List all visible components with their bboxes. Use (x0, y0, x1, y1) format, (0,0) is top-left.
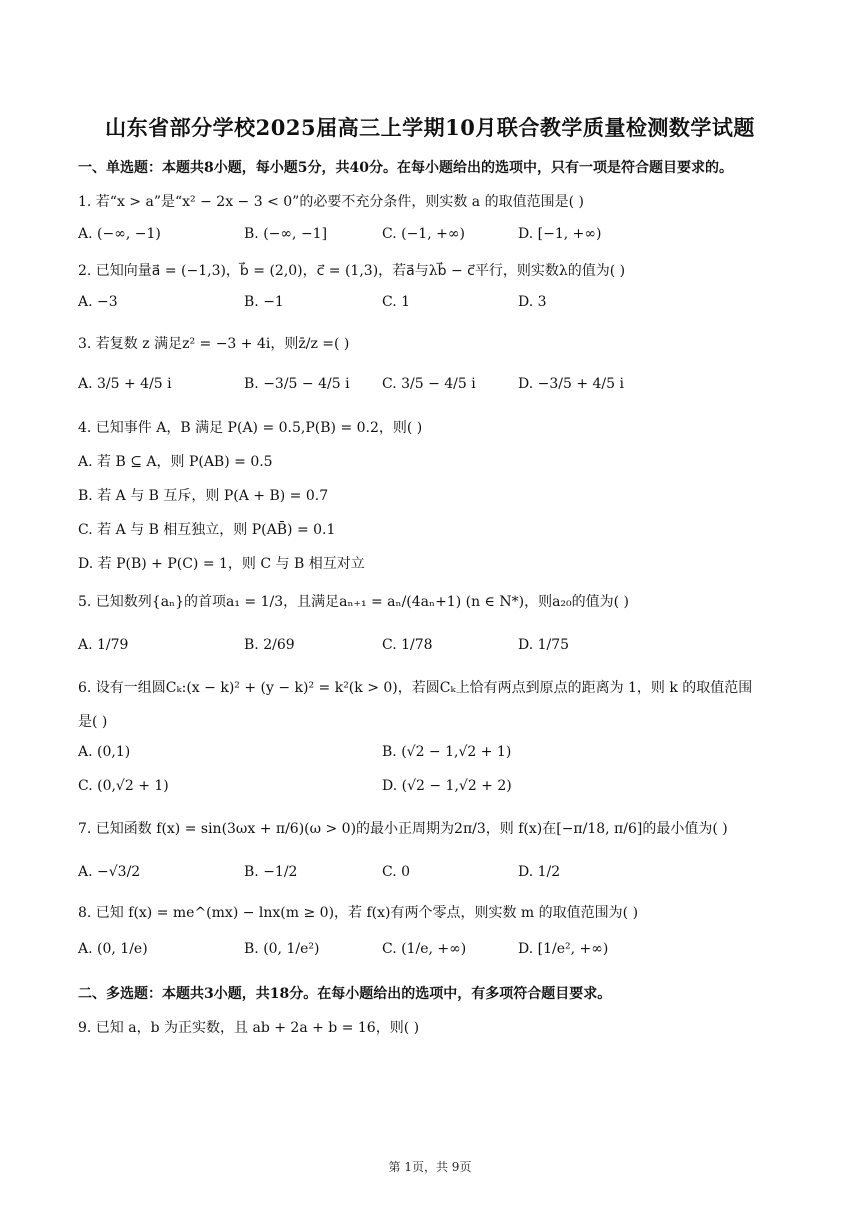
section-heading-multiple-choice: 二、多选题：本题共3小题，共18分。在每小题给出的选项中，有多项符合题目要求。 (78, 986, 612, 1002)
question-1-stem: 1. 若“x > a”是“x² − 2x − 3 < 0”的必要不充分条件，则实数 a 的取值范围是( ) (78, 194, 584, 210)
question-2-option-d[interactable]: D. 3 (518, 294, 547, 310)
question-7-stem: 7. 已知函数 f(x) = sin(3ωx + π/6)(ω > 0)的最小正周期为2π/3，则 f(x)在[−π/18, π/6]的最小值为( ) (78, 821, 728, 837)
question-8-stem: 8. 已知 f(x) = me^(mx) − lnx(m ≥ 0)，若 f(x)有两个零点，则实数 m 的取值范围为( ) (78, 905, 639, 921)
question-3-option-d[interactable]: D. −3/5 + 4/5 i (518, 376, 624, 392)
question-5-option-d[interactable]: D. 1/75 (518, 637, 570, 653)
question-6-options-row2 (78, 778, 798, 802)
question-7-option-c[interactable]: C. 0 (382, 864, 411, 880)
question-3-option-a[interactable]: A. 3/5 + 4/5 i (78, 376, 172, 392)
question-5-option-c[interactable]: C. 1/78 (382, 637, 433, 653)
question-6-option-d[interactable]: D. (√2 − 1,√2 + 2) (382, 778, 512, 794)
question-1-option-c[interactable]: C. (−1, +∞) (382, 226, 465, 242)
question-3-option-b[interactable]: B. −3/5 − 4/5 i (244, 376, 350, 392)
question-8-option-a[interactable]: A. (0, 1/e) (78, 941, 148, 957)
question-5-option-b[interactable]: B. 2/69 (244, 637, 295, 653)
page-footer: 第 1页，共 9页 (388, 1160, 472, 1174)
question-2-stem: 2. 已知向量a⃗ = (−1,3)，b⃗ = (2,0)，c⃗ = (1,3)，若a⃗与λb⃗ − c⃗平行，则实数λ的值为( ) (78, 263, 626, 279)
question-4-option-b[interactable]: B. 若 A 与 B 互斥，则 P(A + B) = 0.7 (78, 488, 329, 504)
question-2-option-b[interactable]: B. −1 (244, 294, 284, 310)
question-3-stem: 3. 若复数 z 满足z² = −3 + 4i，则z̄/z =( ) (78, 336, 350, 352)
question-2-option-a[interactable]: A. −3 (78, 294, 118, 310)
question-3-options (78, 376, 798, 400)
question-2-options (78, 294, 798, 318)
question-8-option-d[interactable]: D. [1/e², +∞) (518, 941, 609, 957)
question-8-options (78, 941, 798, 965)
question-2-option-c[interactable]: C. 1 (382, 294, 411, 310)
question-6-option-b[interactable]: B. (√2 − 1,√2 + 1) (382, 744, 512, 760)
question-4-option-a[interactable]: A. 若 B ⊆ A，则 P(AB) = 0.5 (78, 454, 273, 470)
question-1-options (78, 226, 798, 250)
question-4-option-c[interactable]: C. 若 A 与 B 相互独立，则 P(AB̄) = 0.1 (78, 522, 336, 538)
page-title: 山东省部分学校2025届高三上学期10月联合教学质量检测数学试题 (105, 115, 755, 140)
question-1-option-b[interactable]: B. (−∞, −1] (244, 226, 328, 242)
question-7-option-b[interactable]: B. −1/2 (244, 864, 298, 880)
question-1-option-a[interactable]: A. (−∞, −1) (78, 226, 161, 242)
question-8-option-c[interactable]: C. (1/e, +∞) (382, 941, 467, 957)
question-7-option-d[interactable]: D. 1/2 (518, 864, 561, 880)
question-5-option-a[interactable]: A. 1/79 (78, 637, 129, 653)
question-9-stem: 9. 已知 a，b 为正实数，且 ab + 2a + b = 16，则( ) (78, 1020, 420, 1036)
question-6-option-c[interactable]: C. (0,√2 + 1) (78, 778, 169, 794)
question-6-options-row1 (78, 744, 798, 768)
question-6-option-a[interactable]: A. (0,1) (78, 744, 131, 760)
question-7-options (78, 864, 798, 888)
question-6-stem-continued: 是( ) (78, 714, 108, 730)
question-1-option-d[interactable]: D. [−1, +∞) (518, 226, 602, 242)
question-4-option-d[interactable]: D. 若 P(B) + P(C) = 1，则 C 与 B 相互对立 (78, 556, 365, 572)
question-3-option-c[interactable]: C. 3/5 − 4/5 i (382, 376, 476, 392)
question-4-stem: 4. 已知事件 A，B 满足 P(A) = 0.5,P(B) = 0.2，则( ) (78, 420, 423, 436)
question-6-stem: 6. 设有一组圆Cₖ:(x − k)² + (y − k)² = k²(k > 0)，若圆Cₖ上恰有两点到原点的距离为 1，则 k 的取值范围 (78, 680, 753, 696)
question-5-stem: 5. 已知数列{aₙ}的首项a₁ = 1/3，且满足aₙ₊₁ = aₙ/(4aₙ+1) (n ∈ N*)，则a₂₀的值为( ) (78, 594, 630, 610)
section-heading-single-choice: 一、单选题：本题共8小题，每小题5分，共40分。在每小题给出的选项中，只有一项是符合题目要求的。 (78, 160, 733, 176)
question-8-option-b[interactable]: B. (0, 1/e²) (244, 941, 320, 957)
question-7-option-a[interactable]: A. −√3/2 (78, 864, 141, 880)
question-5-options (78, 637, 798, 661)
